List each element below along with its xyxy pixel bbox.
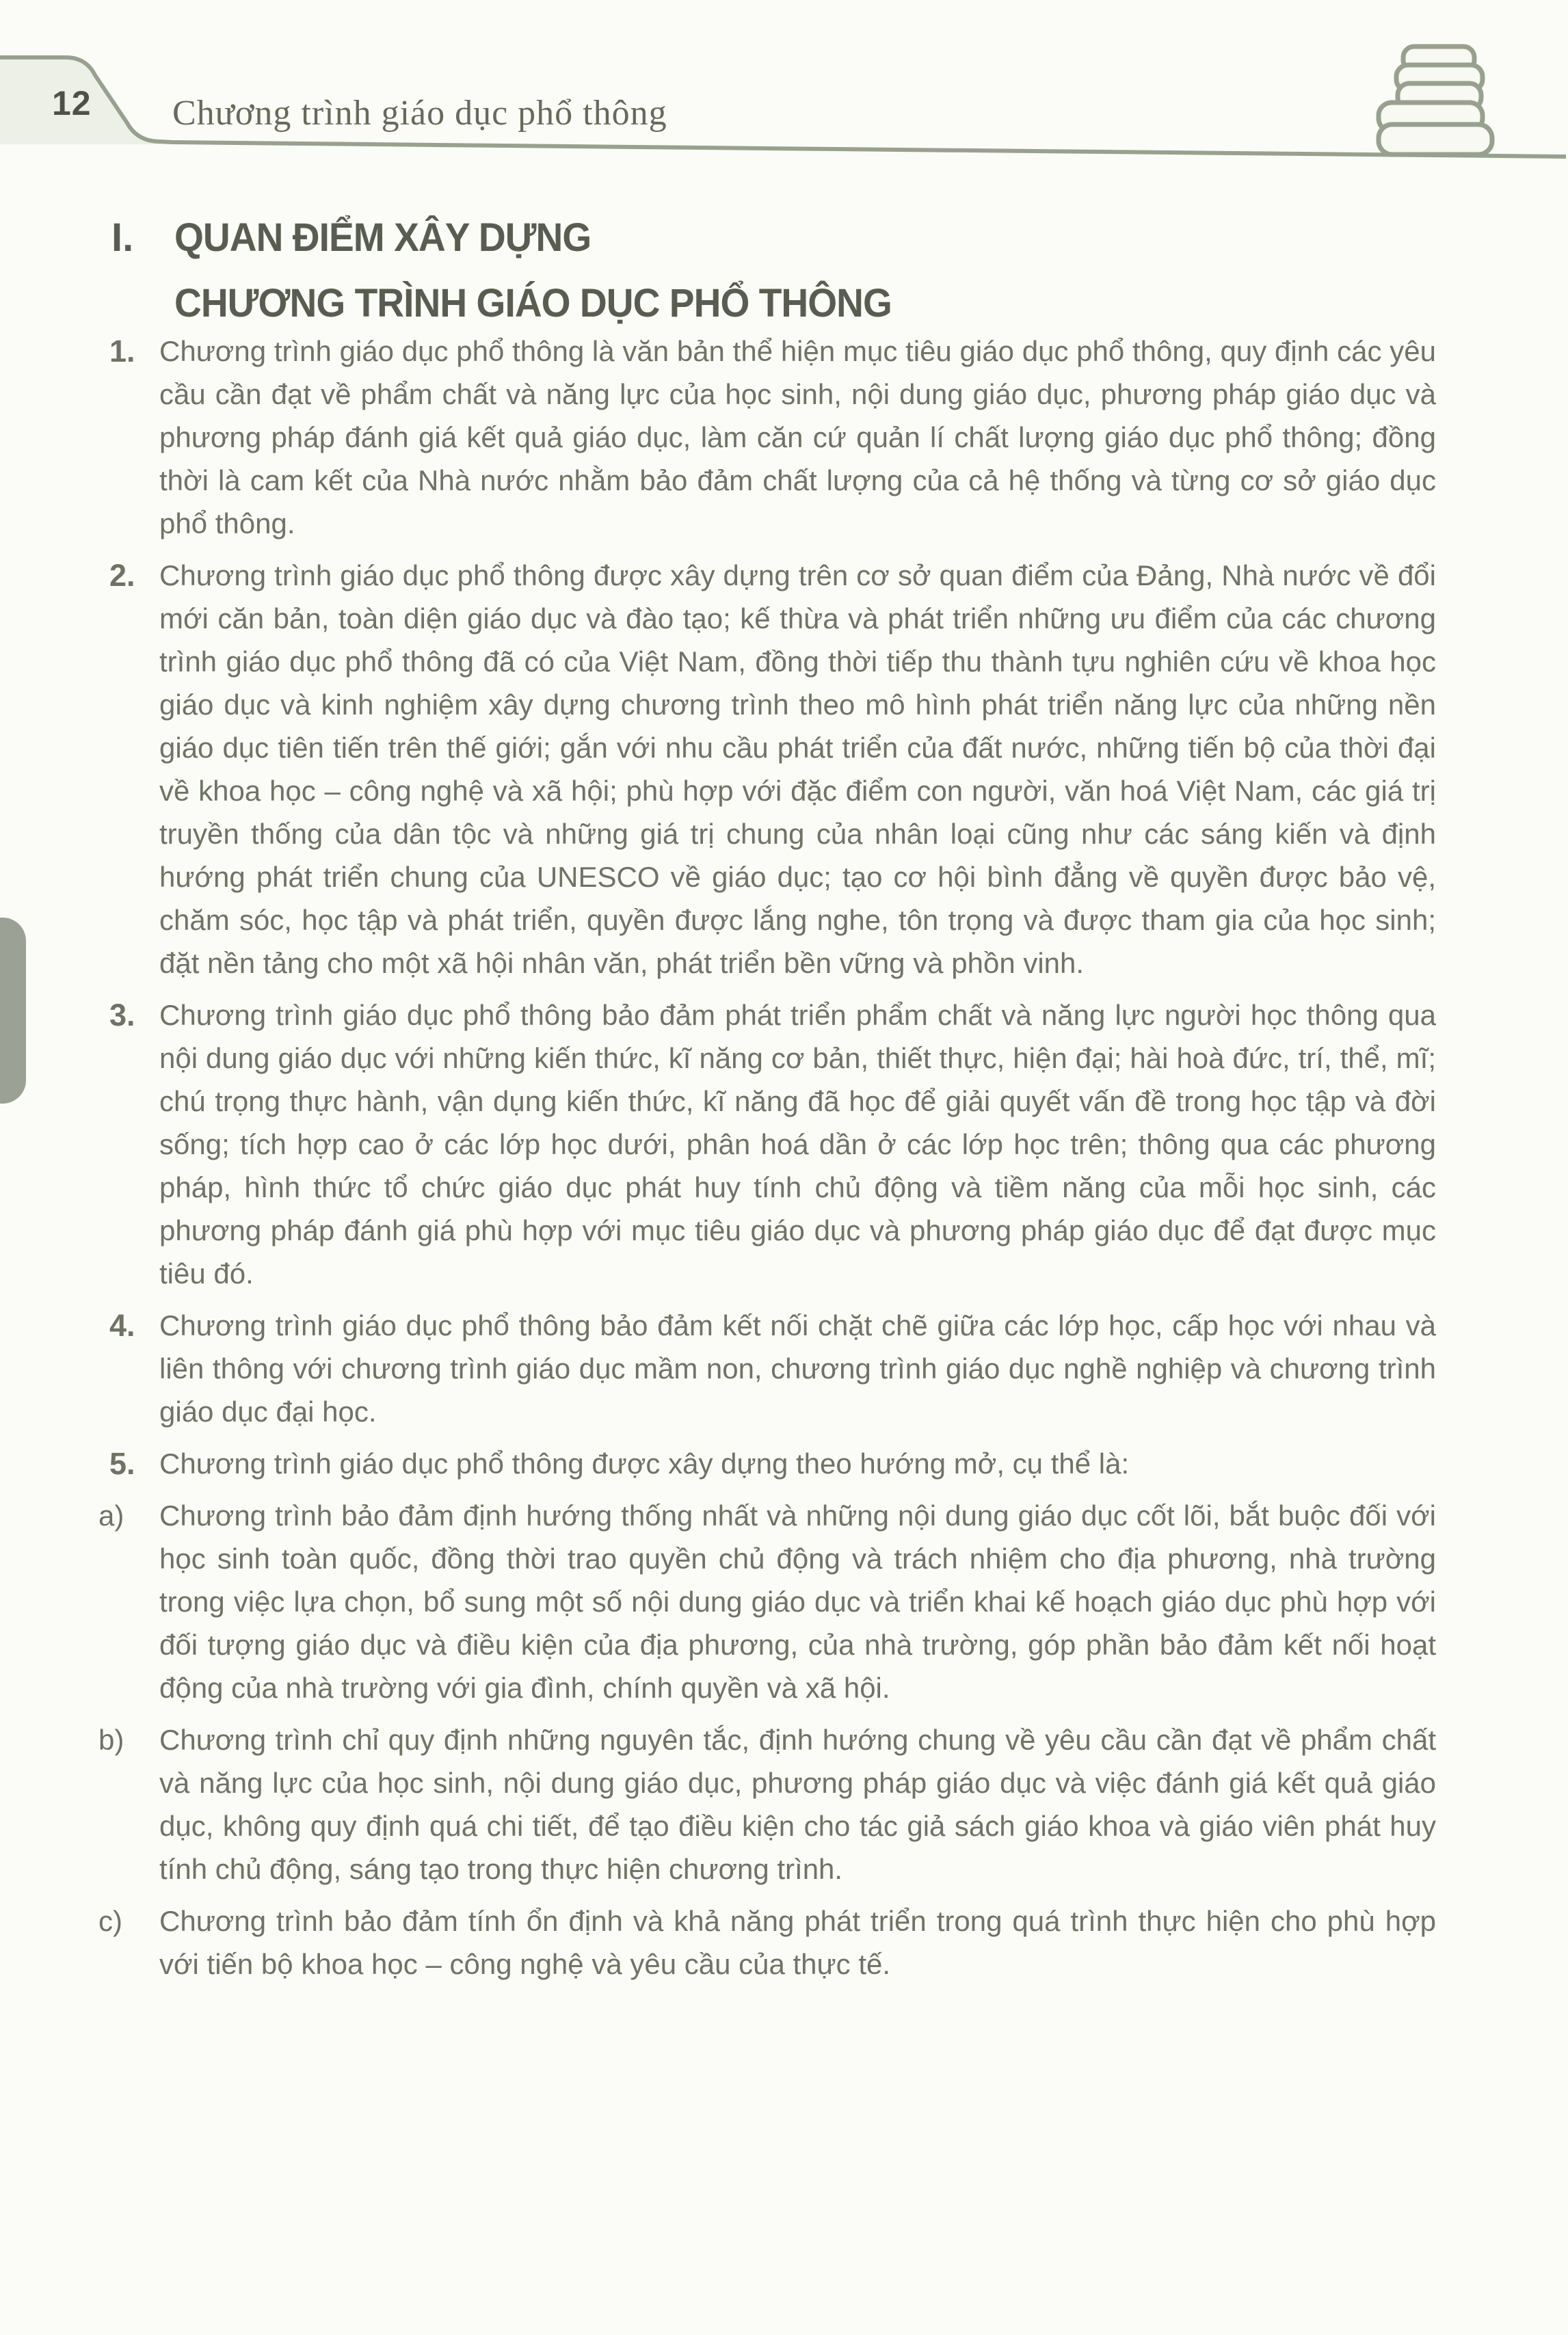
list-item [0, 1494, 1568, 1709]
page-number: 12 [52, 84, 92, 122]
item-text: Chương trình giáo dục phổ thông được xây dựng trên cơ sở quan điểm của Đảng, Nhà nước về đổi mới căn bản, toàn diện giáo dục và đào tạo; kế thừa và phát triển những ưu điểm của các chương trình giáo dục phổ thông đã có của Việt Nam, đồng thời tiếp thu thành tựu nghiên cứu về khoa học giáo dục và kinh nghiệm xây dựng chương trình theo mô hình phát triển năng lực của những nền giáo dục tiên tiến trên thế giới; gắn với nhu cầu phát triển của đất nước, những tiến bộ của thời đại về khoa học – công nghệ và xã hội; phù hợp với đặc điểm con người, văn hoá Việt Nam, các giá trị truyền thống của dân tộc và những giá trị chung của nhân loại cũng như các sáng kiến và định hướng phát triển chung của UNESCO về giáo dục; tạo cơ hội bình đẳng về quyền được bảo vệ, chăm sóc, học tập và phát triển, quyền được lắng nghe, tôn trọng và được tham gia của học sinh; đặt nền tảng cho một xã hội nhân văn, phát triển bền vững và phồn vinh. [159, 559, 1436, 979]
item-text: Chương trình chỉ quy định những nguyên tắc, định hướng chung về yêu cầu cần đạt về phẩm chất và năng lực của học sinh, nội dung giáo dục, phương pháp giáo dục và việc đánh giá kết quả giáo dục, không quy định quá chi tiết, để tạo điều kiện cho tác giả sách giáo khoa và giáo viên phát huy tính chủ động, sáng tạo trong thực hiện chương trình. [159, 1724, 1436, 1885]
item-text: Chương trình bảo đảm tính ổn định và khả năng phát triển trong quá trình thực hiện cho phù hợp với tiến bộ khoa học – công nghệ và yêu cầu của thực tế. [159, 1905, 1436, 1980]
item-text: Chương trình giáo dục phổ thông bảo đảm kết nối chặt chẽ giữa các lớp học, cấp học với nhau và liên thông với chương trình giáo dục mầm non, chương trình giáo dục nghề nghiệp và chương trình giáo dục đại học. [159, 1309, 1436, 1428]
item-marker: 2. [109, 558, 135, 593]
section-heading-numeral: I. [111, 215, 134, 260]
item-marker: 5. [109, 1446, 135, 1481]
page-header [0, 0, 1568, 185]
list-item [0, 1442, 1568, 1485]
item-marker: 3. [109, 998, 135, 1032]
item-marker: 1. [109, 334, 135, 369]
edge-bookmark-tab [0, 918, 26, 1104]
item-marker: a) [98, 1499, 124, 1532]
list-item [0, 554, 1568, 985]
item-text: Chương trình bảo đảm định hướng thống nhất và những nội dung giáo dục cốt lõi, bắt buộc đối với học sinh toàn quốc, đồng thời trao quyền chủ động và trách nhiệm cho địa phương, nhà trường trong việc lựa chọn, bổ sung một số nội dung giáo dục và triển khai kế hoạch giáo dục phù hợp với đối tượng giáo dục và điều kiện của địa phương, của nhà trường, góp phần bảo đảm kết nối hoạt động của nhà trường với gia đình, chính quyền và xã hội. [159, 1499, 1436, 1704]
section-list [0, 330, 1568, 1994]
item-text: Chương trình giáo dục phổ thông bảo đảm phát triển phẩm chất và năng lực người học thông qua nội dung giáo dục với những kiến thức, kĩ năng cơ bản, thiết thực, hiện đại; hài hoà đức, trí, thể, mĩ; chú trọng thực hành, vận dụng kiến thức, kĩ năng đã học để giải quyết vấn đề trong học tập và đời sống; tích hợp cao ở các lớp học dưới, phân hoá dần ở các lớp học trên; thông qua các phương pháp, hình thức tổ chức giáo dục phát huy tính chủ động và tiềm năng của mỗi học sinh, các phương pháp đánh giá phù hợp với mục tiêu giáo dục và phương pháp giáo dục để đạt được mục tiêu đó. [159, 999, 1436, 1290]
section-heading-line2: CHƯƠNG TRÌNH GIÁO DỤC PHỔ THÔNG [174, 281, 892, 325]
section-heading [111, 205, 929, 336]
section-heading-line1: QUAN ĐIỂM XÂY DỰNG [174, 215, 592, 260]
list-item [0, 1718, 1568, 1891]
header-rule [171, 142, 1566, 157]
item-marker: 4. [109, 1308, 135, 1343]
list-item [0, 1304, 1568, 1433]
item-marker: b) [98, 1724, 124, 1756]
item-text: Chương trình giáo dục phổ thông được xây dựng theo hướng mở, cụ thể là: [159, 1447, 1130, 1480]
running-title: Chương trình giáo dục phổ thông [172, 94, 667, 133]
stacked-books-icon [1379, 46, 1492, 155]
list-item [0, 993, 1568, 1295]
item-marker: c) [98, 1905, 122, 1937]
list-item [0, 330, 1568, 545]
item-text: Chương trình giáo dục phổ thông là văn bản thể hiện mục tiêu giáo dục phổ thông, quy định các yêu cầu cần đạt về phẩm chất và năng lực của học sinh, nội dung giáo dục, phương pháp giáo dục và phương pháp đánh giá kết quả giáo dục, làm căn cứ quản lí chất lượng giáo dục phổ thông; đồng thời là cam kết của Nhà nước nhằm bảo đảm chất lượng của cả hệ thống và từng cơ sở giáo dục phổ thông. [159, 335, 1436, 539]
list-item [0, 1899, 1568, 1986]
